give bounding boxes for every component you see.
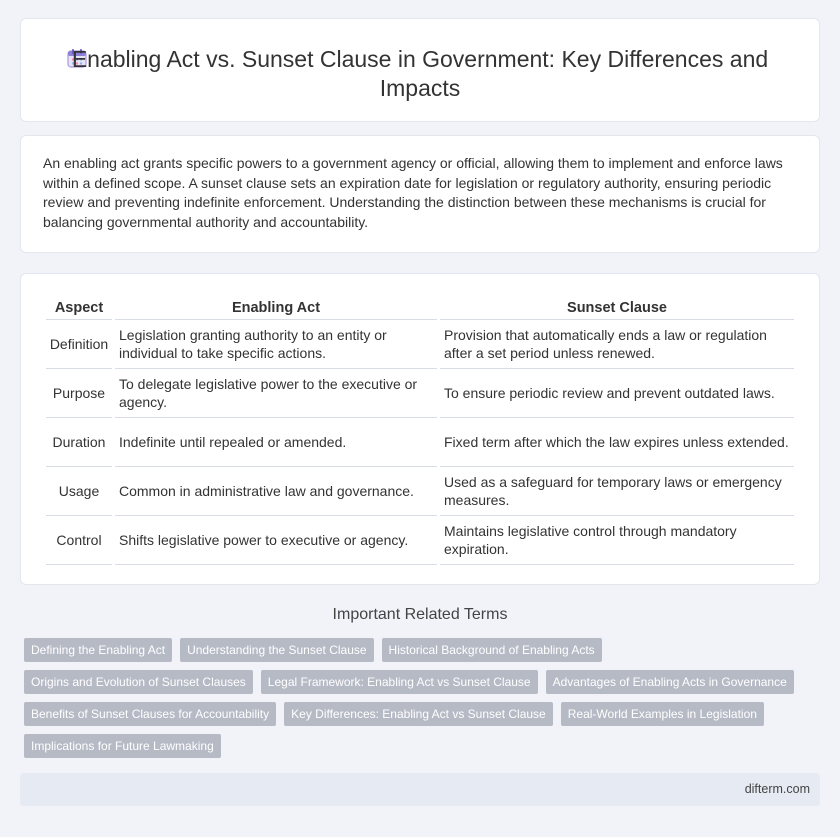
related-term-tag[interactable]: Key Differences: Enabling Act vs Sunset Clause	[284, 702, 553, 726]
related-term-tag[interactable]: Implications for Future Lawmaking	[24, 734, 221, 758]
page-title: Enabling Act vs. Sunset Clause in Government: Key Differences and Impacts	[71, 46, 769, 101]
table-row	[46, 369, 794, 418]
related-term-tag[interactable]: Legal Framework: Enabling Act vs Sunset Clause	[261, 670, 538, 694]
footer-site-link[interactable]: difterm.com	[744, 782, 810, 796]
column-header-sunset-clause: Sunset Clause	[440, 296, 794, 320]
enabling-act-cell: Legislation granting authority to an entity or individual to take specific actions.	[115, 320, 437, 369]
table-row	[46, 320, 794, 369]
table-row	[46, 516, 794, 565]
related-terms-heading: Important Related Terms	[332, 606, 508, 623]
related-term-tag[interactable]: Historical Background of Enabling Acts	[382, 638, 602, 662]
column-header-aspect: Aspect	[46, 296, 112, 320]
aspect-cell: Definition	[46, 320, 112, 369]
table-header-row	[46, 296, 794, 320]
footer	[20, 773, 820, 806]
related-terms-list	[24, 638, 804, 766]
table-row	[46, 418, 794, 467]
aspect-cell: Control	[46, 516, 112, 565]
comparison-card	[20, 273, 820, 585]
aspect-cell: Usage	[46, 467, 112, 516]
enabling-act-cell: Shifts legislative power to executive or agency.	[115, 516, 437, 565]
header-card	[20, 18, 820, 122]
related-term-tag[interactable]: Advantages of Enabling Acts in Governance	[546, 670, 794, 694]
sunset-clause-cell: To ensure periodic review and prevent outdated laws.	[440, 369, 794, 418]
intro-card	[20, 135, 820, 253]
comparison-table	[43, 296, 797, 565]
related-term-tag[interactable]: Understanding the Sunset Clause	[180, 638, 373, 662]
related-term-tag[interactable]: Real-World Examples in Legislation	[561, 702, 764, 726]
related-term-tag[interactable]: Defining the Enabling Act	[24, 638, 172, 662]
enabling-act-cell: Common in administrative law and governance.	[115, 467, 437, 516]
sunset-clause-cell: Maintains legislative control through mandatory expiration.	[440, 516, 794, 565]
related-term-tag[interactable]: Origins and Evolution of Sunset Clauses	[24, 670, 253, 694]
table-row	[46, 467, 794, 516]
enabling-act-cell: Indefinite until repealed or amended.	[115, 418, 437, 467]
sunset-clause-cell: Fixed term after which the law expires unless extended.	[440, 418, 794, 467]
sunset-clause-cell: Used as a safeguard for temporary laws or emergency measures.	[440, 467, 794, 516]
related-term-tag[interactable]: Benefits of Sunset Clauses for Accountability	[24, 702, 276, 726]
enabling-act-cell: To delegate legislative power to the executive or agency.	[115, 369, 437, 418]
intro-paragraph: An enabling act grants specific powers to a government agency or official, allowing them to implement and enforce laws within a defined scope. A sunset clause sets an expiration date for legislation or regulatory authority, ensuring periodic review and preventing indefinite enforcement. Understanding the distinction between these mechanisms is crucial for balancing governmental authority and accountability.	[43, 155, 783, 230]
column-header-enabling-act: Enabling Act	[115, 296, 437, 320]
aspect-cell: Purpose	[46, 369, 112, 418]
aspect-cell: Duration	[46, 418, 112, 467]
sunset-clause-cell: Provision that automatically ends a law or regulation after a set period unless renewed.	[440, 320, 794, 369]
